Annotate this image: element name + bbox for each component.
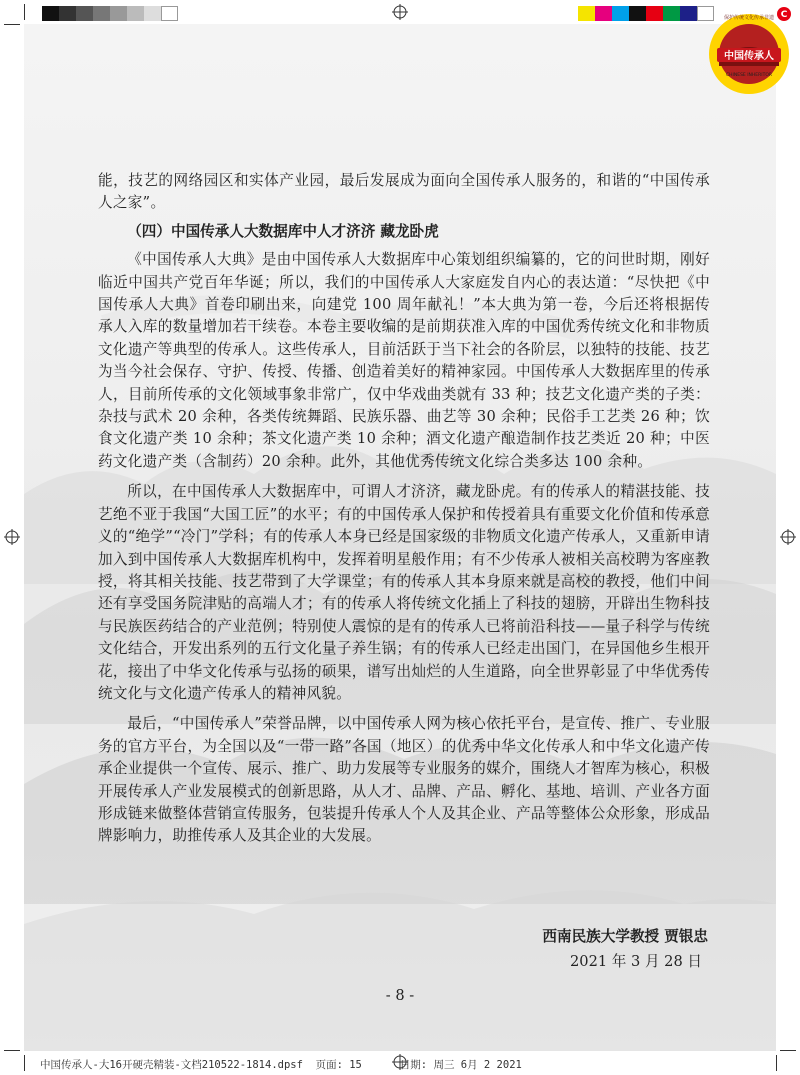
- grayscale-color-bar: [42, 6, 178, 21]
- color-swatch: [161, 6, 178, 21]
- footer-file-info: 中国传承人-大16开硬壳精装-文档210522-1814.dpsf 页面: 15: [40, 1059, 362, 1071]
- paragraph: 最后，“中国传承人”荣誉品牌，以中国传承人网为核心依托平台，是宣传、推广、专业服务的官方平台，为全国以及“一带一路”各国（地区）的优秀中华文化传承人和中华文化遗产传承企业提供一个宣传、展示、推广、助力发展等专业服务的媒介，围绕人才智库为核心，积极开展传承人产业发展模式的创新思路，从人才、品牌、产品、孵化、基地、培训、产业各方面形成链来做整体营销宣传服务，包装提升传承人个人及其企业、产品等整体公众形象，形成品牌影响力，助推传承人及其企业的大发展。: [98, 715, 710, 845]
- crop-mark: [4, 24, 20, 25]
- color-swatch: [629, 6, 646, 21]
- article-body: [98, 170, 710, 848]
- color-swatch: [93, 6, 110, 21]
- color-swatch: [680, 6, 697, 21]
- color-swatch: [663, 6, 680, 21]
- color-swatch: [127, 6, 144, 21]
- color-swatch: [612, 6, 629, 21]
- crop-mark: [776, 1055, 777, 1071]
- color-swatch: [595, 6, 612, 21]
- color-swatch: [76, 6, 93, 21]
- process-color-bar: [578, 6, 714, 21]
- paragraph: 《中国传承人大典》是由中国传承人大数据库中心策划组织编纂的，它的问世时期，刚好临近中国共产党百年华诞；所以，我们的中国传承人大家庭发自内心的表达道：“尽快把《中国传承人大典》首卷印刷出来，向建党 100 周年献礼！”本大典为第一卷，今后还将根据传承人入库的数量增加若干续卷。本卷主要收编的是前期获准入库的中国优秀传统文化和非物质文化遗产等典型的传承人。这些传承人，目前活跃于当下社会的各阶层，以独特的技能、技艺为当今社会保存、守护、传授、传播、创造着美好的精神家园。中国传承人大数据库里的传承人，目前所传承的文化领域事象非常广，仅中华戏曲类就有 33 种；技艺文化遗产类的子类：杂技与武术 20 余种，各类传统舞蹈、民族乐器、曲艺等 30 余种；民俗手工艺类 26 种；饮食文化遗产类 10 余种；茶文化遗产类 10 余种；酒文化遗产酿造制作技艺类近 20 种；中医药文化遗产类（含制药）20 余种。此外，其他优秀传统文化综合类多达 100 余种。: [98, 251, 710, 470]
- color-swatch: [646, 6, 663, 21]
- color-swatch: [59, 6, 76, 21]
- color-swatch: [42, 6, 59, 21]
- crop-mark: [24, 4, 25, 20]
- footer-date: 日期: 周三 6月 2 2021: [399, 1059, 522, 1071]
- logo-ring-text: 保护传统文化传承非遗: [723, 15, 775, 21]
- print-footer: [40, 1057, 522, 1072]
- crop-mark: [780, 1050, 796, 1051]
- crop-mark: [4, 1050, 20, 1051]
- page-number: - 8 -: [385, 987, 415, 1004]
- logo-title: 中国传承人: [724, 51, 774, 62]
- chinese-inheritor-logo: [704, 6, 794, 96]
- logo-badge: C: [780, 10, 788, 20]
- color-swatch: [110, 6, 127, 21]
- registration-mark-left: [4, 529, 20, 545]
- registration-mark-top: [392, 4, 408, 20]
- color-swatch: [578, 6, 595, 21]
- signature-date: 2021 年 3 月 28 日: [570, 953, 702, 970]
- author-signature: 西南民族大学教授 贾银忠: [542, 928, 708, 945]
- crop-mark: [24, 1055, 25, 1071]
- color-swatch: [144, 6, 161, 21]
- paragraph: 所以，在中国传承人大数据库中，可谓人才济济，藏龙卧虎。有的传承人的精湛技能、技艺绝不亚于我国“大国工匠”的水平；有的中国传承人保护和传授着具有重要文化价值和传承意义的“绝学”“冷门”学科；有的传承人本身已经是国家级的非物质文化遗产传承人，又重新申请加入到中国传承人大数据库机构中，发挥着明星般作用；有不少传承人被相关高校聘为客座教授，将其相关技能、技艺带到了大学课堂；有的传承人其本身原来就是高校的教授，他们中间还有享受国务院津贴的高端人才；有的传承人将传统文化插上了科技的翅膀，开辟出生物科技与民族医药结合的产业范例；特别使人震惊的是有的传承人已将前沿科技——量子科学与传统文化结合，开发出系列的五行文化量子养生锅；有的传承人已经走出国门，在异国他乡生根开花，接出了中华文化传承与弘扬的硕果，谱写出灿烂的人生道路，向全世界彰显了中华优秀传统文化与文化遗产传承人的精神风貌。: [98, 483, 710, 702]
- paragraph-continuation: 能，技艺的网络园区和实体产业园，最后发展成为面向全国传承人服务的，和谐的“中国传承人之家”。: [98, 172, 710, 212]
- registration-mark-right: [780, 529, 796, 545]
- logo-english: CHINESE INHERITOR: [726, 73, 772, 78]
- section-heading: （四）中国传承人大数据库中人才济济 藏龙卧虎: [127, 222, 439, 240]
